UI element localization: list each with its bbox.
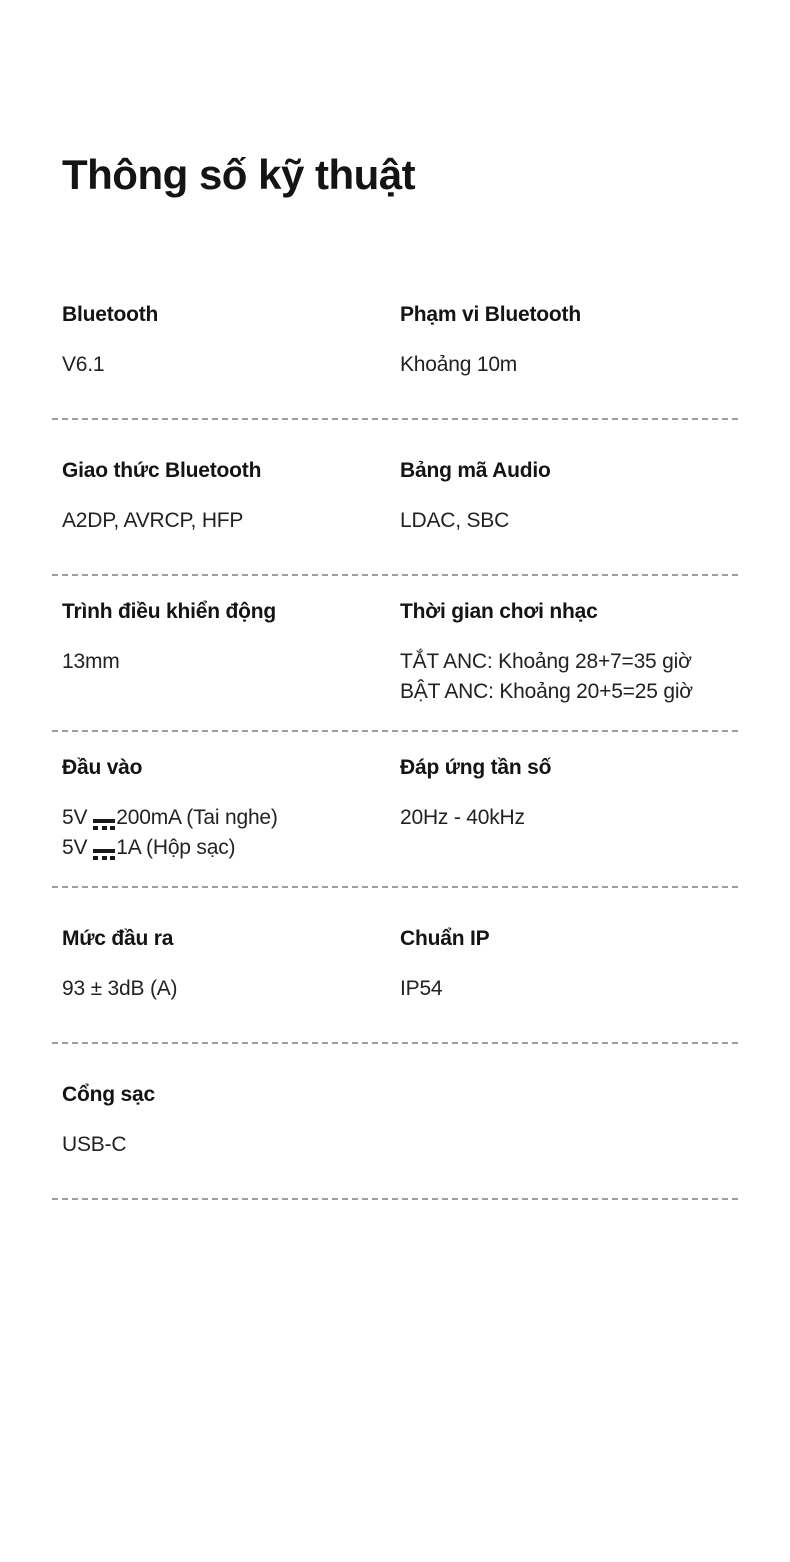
spec-label: Cổng sạc (62, 1082, 155, 1106)
spec-value: Khoảng 10m (400, 352, 518, 376)
spec-value: V6.1 (62, 352, 105, 376)
spec-label: Thời gian chơi nhạc (400, 599, 598, 623)
spec-row-bluetooth (52, 264, 738, 420)
direct-current-icon (93, 849, 115, 860)
spec-item-audio-codec (390, 458, 738, 536)
spec-item-bluetooth (52, 302, 390, 380)
spec-row-input-frequency (52, 732, 738, 888)
spec-value: IP54 (400, 976, 443, 1000)
spec-label: Phạm vi Bluetooth (400, 302, 581, 326)
spec-row-protocol-codec (52, 420, 738, 576)
spec-item-bluetooth-protocol (52, 458, 390, 536)
dc-current-suffix: 200mA (Tai nghe) (116, 805, 278, 829)
spec-label: Đáp ứng tần số (400, 755, 552, 779)
spec-value-input-earbuds (62, 803, 390, 833)
page-title: Thông số kỹ thuật (62, 151, 416, 198)
dc-voltage-prefix: 5V (62, 805, 88, 829)
spec-label: Bluetooth (62, 302, 159, 326)
spec-item-charging-port (52, 1082, 390, 1160)
spec-page (0, 148, 790, 1200)
spec-item-frequency-response (390, 755, 738, 833)
spec-value: USB-C (62, 1132, 127, 1156)
dc-current-suffix: 1A (Hộp sạc) (116, 835, 236, 859)
spec-value: 13mm (62, 649, 120, 673)
spec-value: A2DP, AVRCP, HFP (62, 508, 244, 532)
spec-item-ip-rating (390, 926, 738, 1004)
spec-item-input (52, 755, 390, 863)
spec-table (52, 264, 738, 1200)
spec-row-driver-playtime (52, 576, 738, 732)
spec-value: 20Hz - 40kHz (400, 805, 525, 829)
spec-item-driver (52, 599, 390, 677)
spec-value: LDAC, SBC (400, 508, 510, 532)
spec-label: Chuẩn IP (400, 926, 490, 950)
spec-value-anc-off: TẮT ANC: Khoảng 28+7=35 giờ (400, 649, 692, 673)
spec-row-charging-port (52, 1044, 738, 1200)
spec-label: Giao thức Bluetooth (62, 458, 262, 482)
spec-value-input-case (62, 833, 390, 863)
spec-item-playtime (390, 599, 738, 707)
spec-row-output-ip (52, 888, 738, 1044)
spec-label: Mức đầu ra (62, 926, 174, 950)
spec-label: Đầu vào (62, 755, 143, 779)
spec-item-bluetooth-range (390, 302, 738, 380)
dc-voltage-prefix: 5V (62, 835, 88, 859)
direct-current-icon (93, 819, 115, 830)
spec-label: Bảng mã Audio (400, 458, 551, 482)
spec-value-anc-on: BẬT ANC: Khoảng 20+5=25 giờ (400, 679, 693, 703)
spec-value: 93 ± 3dB (A) (62, 976, 178, 1000)
spec-item-output-level (52, 926, 390, 1004)
spec-label: Trình điều khiển động (62, 599, 276, 623)
